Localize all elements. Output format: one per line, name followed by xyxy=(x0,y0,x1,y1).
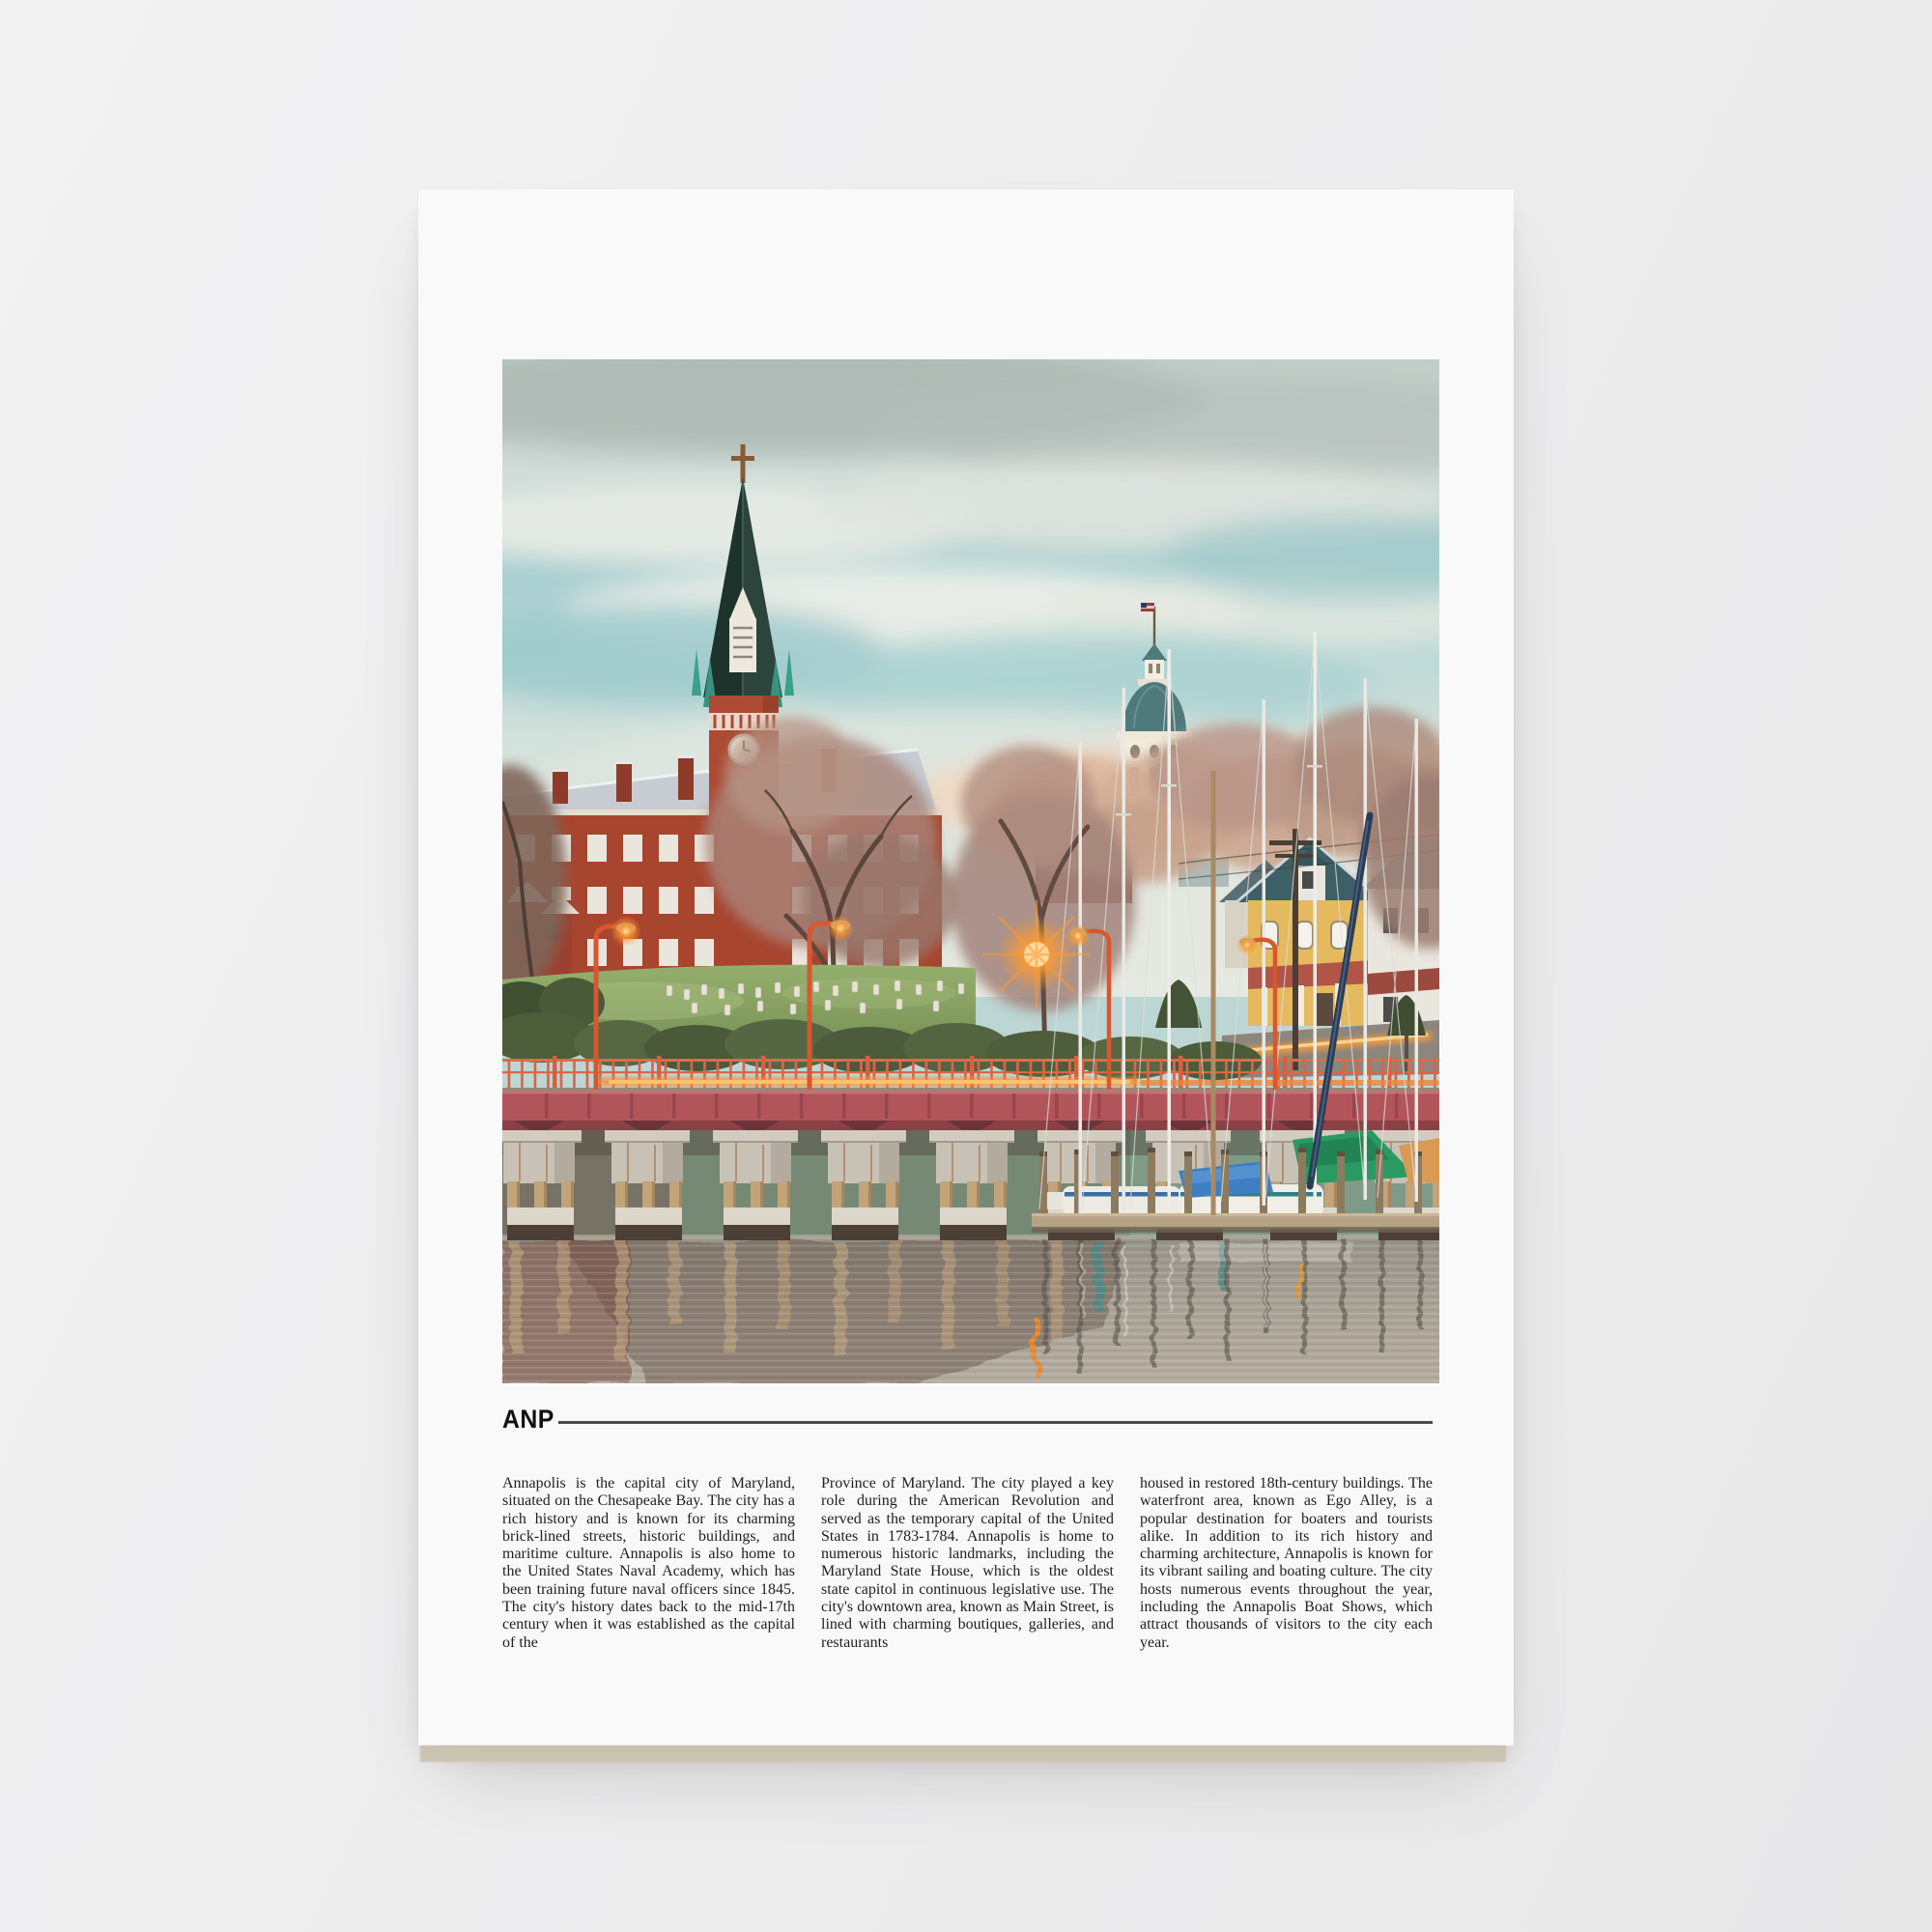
travel-poster xyxy=(418,189,1514,1746)
station-code-row xyxy=(502,1405,1433,1439)
poster-photo-illustration xyxy=(502,359,1439,1383)
divider-rule xyxy=(558,1421,1433,1424)
photo-bridge xyxy=(502,1056,1439,1136)
poster-photo xyxy=(502,359,1439,1383)
body-column-2: Province of Maryland. The city played a key role during the American Revolution and served as the temporary capital of the United States in 1783-1784. Annapolis is home to numerous historic landmarks, including the Maryland State House, which is the oldest state capitol in continuous legislative use. The city's downtown area, known as Main Street, is lined with charming boutiques, galleries, and restaurants xyxy=(821,1475,1114,1651)
body-column-1: Annapolis is the capital city of Maryland, situated on the Chesapeake Bay. The city has a rich history and is known for its charming brick-lined streets, historic buildings, and maritime culture. Annapolis is also home to the United States Naval Academy, which has been training future naval officers since 1845. The city's history dates back to the mid-17th century when it was established as the capital of the xyxy=(502,1475,795,1651)
station-code: ANP xyxy=(502,1405,554,1434)
body-column-3: housed in restored 18th-century buildings. The waterfront area, known as Ego Alley, is a popular destination for boaters and tourists alike. In addition to its rich history and charming architecture, Annapolis is known for its vibrant sailing and boating culture. The city hosts numerous events throughout the year, including the Annapolis Boat Shows, which attract thousands of visitors to the city each year. xyxy=(1140,1475,1433,1651)
body-text-columns xyxy=(502,1475,1433,1663)
photo-water xyxy=(502,1235,1439,1383)
us-flag-icon xyxy=(1141,603,1154,611)
